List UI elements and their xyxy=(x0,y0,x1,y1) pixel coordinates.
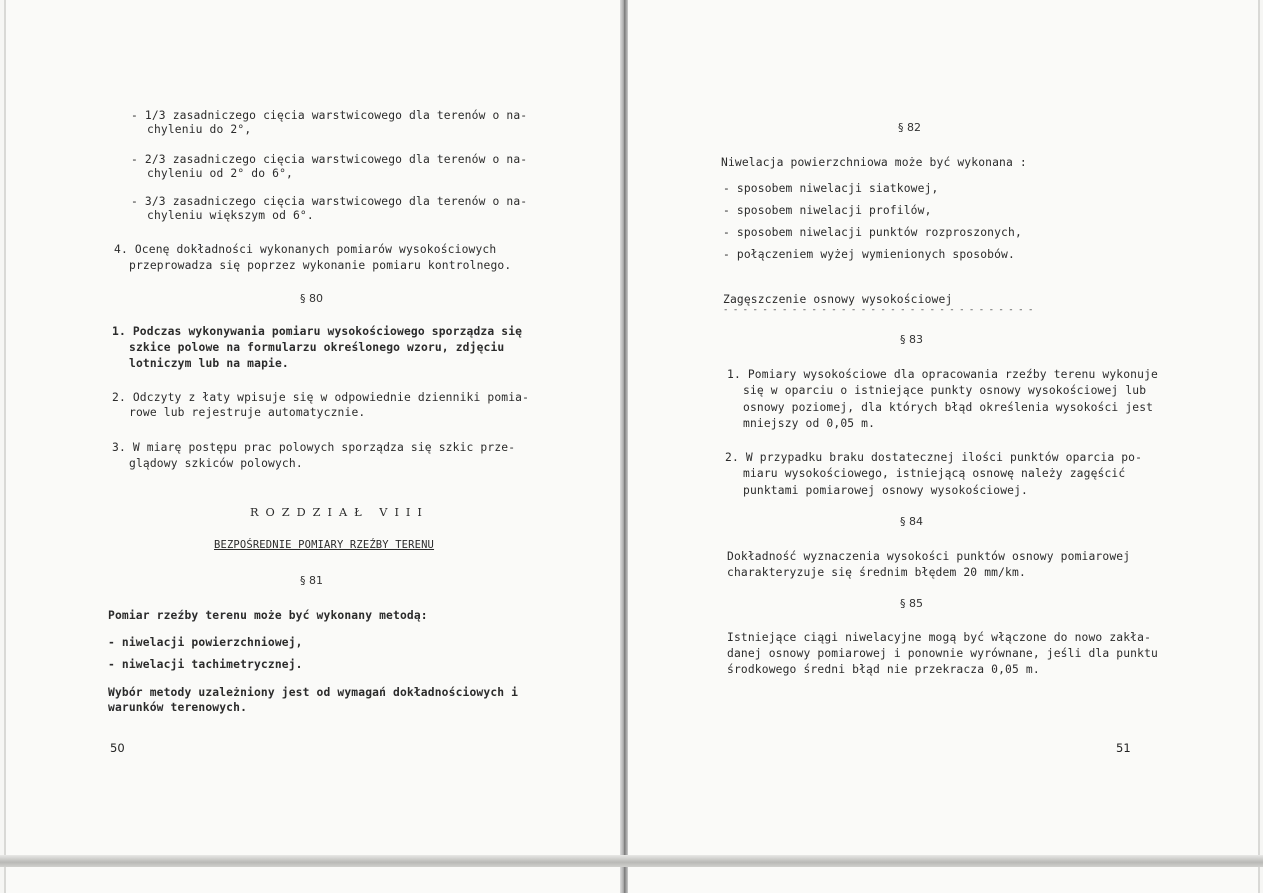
sec85-line: środkowego średni błąd nie przekracza 0,05 m. xyxy=(727,663,1040,676)
section-80-heading: § 80 xyxy=(300,292,323,305)
sec81-outro-line: warunków terenowych. xyxy=(108,701,248,714)
sec85-line: Istniejące ciągi niwelacyjne mogą być włączone do nowo zakła- xyxy=(727,631,1152,644)
sec80-item-3-line: glądowy szkiców polowych. xyxy=(129,457,303,470)
book-spine xyxy=(620,0,628,893)
chapter-title: BEZPOŚREDNIE POMIARY RZEŹBY TERENU xyxy=(214,539,435,551)
sec80-item-3-line: 3. W miarę postępu prac polowych sporządza się szkic prze- xyxy=(112,441,516,454)
sec81-list-item: - niwelacji tachimetrycznej. xyxy=(108,658,303,671)
bullet-line: - 1/3 zasadniczego cięcia warstwicowego dla terenów o na- xyxy=(131,109,528,122)
item-4-line: 4. Ocenę dokładności wykonanych pomiarów wysokościowych xyxy=(114,243,497,256)
sec80-item-1-line: lotniczym lub na mapie. xyxy=(129,357,289,370)
sec83-item-1-line: 1. Pomiary wysokościowe dla opracowania rzeźby terenu wykonuje xyxy=(727,368,1158,381)
sec83-item-1-line: się w oparciu o istniejące punkty osnowy wysokościowej lub xyxy=(743,384,1147,397)
sec83-item-2-line: miaru wysokościowego, istniejącą osnowę należy zagęścić xyxy=(743,467,1126,480)
section-81-heading: § 81 xyxy=(300,574,323,587)
sec84-line: Dokładność wyznaczenia wysokości punktów osnowy pomiarowej xyxy=(727,550,1131,563)
sec81-outro-line: Wybór metody uzależniony jest od wymagań dokładnościowych i xyxy=(108,686,519,699)
page-number-left: 50 xyxy=(110,741,125,755)
sec82-intro: Niwelacja powierzchniowa może być wykonana : xyxy=(721,156,1027,169)
sec83-item-2-line: 2. W przypadku braku dostatecznej ilości punktów oparcia po- xyxy=(725,451,1143,464)
section-82-heading: § 82 xyxy=(898,121,921,134)
page-number-right: 51 xyxy=(1116,741,1131,755)
section-84-heading: § 84 xyxy=(900,515,923,528)
bullet-line: - 3/3 zasadniczego cięcia warstwicowego dla terenów o na- xyxy=(131,195,528,208)
sec80-item-2-line: 2. Odczyty z łaty wpisuje się w odpowiednie dzienniki pomia- xyxy=(112,391,530,404)
sec82-list-item: - sposobem niwelacji profilów, xyxy=(723,204,932,217)
sec82-list-item: - sposobem niwelacji punktów rozproszonych, xyxy=(723,226,1022,239)
sec83-item-2-line: punktami pomiarowej osnowy wysokościowej. xyxy=(743,484,1029,497)
page-bottom-edge xyxy=(0,855,1263,867)
bullet-line: chyleniu do 2°, xyxy=(147,123,252,136)
item-4-line: przeprowadza się poprzez wykonanie pomiaru kontrolnego. xyxy=(129,259,512,272)
sec81-list-item: - niwelacji powierzchniowej, xyxy=(108,636,303,649)
sec85-line: danej osnowy pomiarowej i ponownie wyrównane, jeśli dla punktu xyxy=(727,647,1158,660)
subheading-zageszczenie: Zagęszczenie osnowy wysokościowej xyxy=(723,293,953,306)
sec84-line: charakteryzuje się średnim błędem 20 mm/km. xyxy=(727,566,1026,579)
bullet-line: chyleniu większym od 6°. xyxy=(147,209,314,222)
sec80-item-1-line: 1. Podczas wykonywania pomiaru wysokościowego sporządza się xyxy=(112,325,523,338)
subheading-underline-dashes: - - - - - - - - - - - - - - - - - - - - - - - - - - - - - - - - xyxy=(723,305,1033,315)
right-page xyxy=(626,0,1260,893)
sec80-item-2-line: rowe lub rejestruje automatycznie. xyxy=(129,406,366,419)
sec80-item-1-line: szkice polowe na formularzu określonego wzoru, zdjęciu xyxy=(129,341,505,354)
sec83-item-1-line: mniejszy od 0,05 m. xyxy=(743,417,876,430)
bullet-line: chyleniu od 2° do 6°, xyxy=(147,167,293,180)
sec83-item-1-line: osnowy poziomej, dla których błąd określenia wysokości jest xyxy=(743,401,1154,414)
sec81-intro: Pomiar rzeźby terenu może być wykonany metodą: xyxy=(108,609,428,622)
sec82-list-item: - połączeniem wyżej wymienionych sposobów. xyxy=(723,248,1015,261)
chapter-heading: ROZDZIAŁ VIII xyxy=(250,506,429,519)
section-85-heading: § 85 xyxy=(900,597,923,610)
section-83-heading: § 83 xyxy=(900,333,923,346)
bullet-line: - 2/3 zasadniczego cięcia warstwicowego dla terenów o na- xyxy=(131,153,528,166)
sec82-list-item: - sposobem niwelacji siatkowej, xyxy=(723,182,939,195)
